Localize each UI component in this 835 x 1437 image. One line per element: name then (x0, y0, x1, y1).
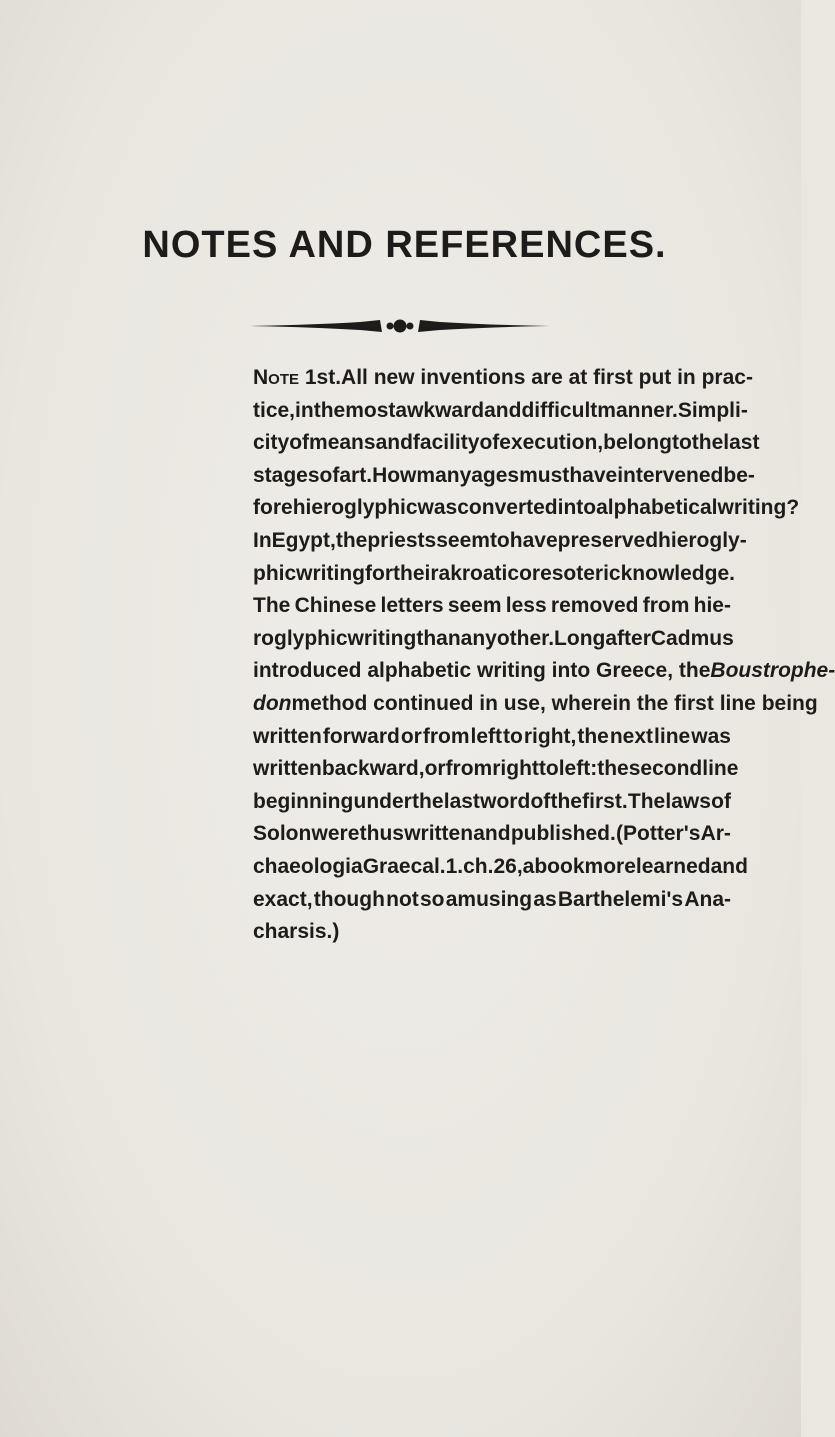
italic-term: Boustrophe- (710, 659, 835, 683)
text-line-content: method continued in use, wherein the first line being (291, 691, 818, 715)
text-line: beginning under the last word of the first. The laws of (253, 789, 731, 813)
text-line (253, 688, 818, 721)
text-line: fore hieroglyphic was converted into alphabetical writing? (253, 496, 800, 520)
text-line-content: introduced alphabetic writing into Greece, the (253, 659, 711, 683)
text-line: exact, though not so amusing as Barthelemi's Ana- (253, 887, 731, 911)
text-line-content: All new inventions are at first put in prac- (341, 366, 753, 389)
note-body (253, 362, 835, 949)
note-number: 1st. (304, 366, 342, 389)
text-line: Solon were thus written and published. (Potter's Ar- (253, 822, 731, 846)
text-line: stages of art. How many ages must have intervened be- (253, 463, 755, 487)
text-line: city of means and facility of execution, belong to the last (253, 431, 760, 455)
note-label: Note (253, 366, 300, 389)
text-line: roglyphic writing than any other. Long after Cadmus (253, 626, 734, 650)
text-line: tice, in the most awkward and difficult manner. Simpli- (253, 398, 748, 422)
text-line: The Chinese letters seem less removed from hie- (253, 594, 731, 618)
text-line: charsis.) (253, 920, 340, 944)
text-line (253, 655, 835, 688)
text-line: written backward, or from right to left: the second line (253, 757, 739, 781)
text-line: written forward or from left to right, the next line was (253, 724, 731, 748)
text-line: In Egypt, the priests seem to have preserved hierogly- (253, 528, 747, 552)
text-line: chaeologia Graeca l. 1. ch. 26, a book more learned and (253, 854, 748, 878)
text-line (253, 362, 753, 395)
page-heading: NOTES AND REFERENCES. (142, 224, 667, 266)
italic-term: don (253, 691, 292, 715)
ornamental-rule-icon (250, 316, 550, 336)
text-line: phic writing for their akroatic or esoteric knowledge. (253, 561, 735, 585)
